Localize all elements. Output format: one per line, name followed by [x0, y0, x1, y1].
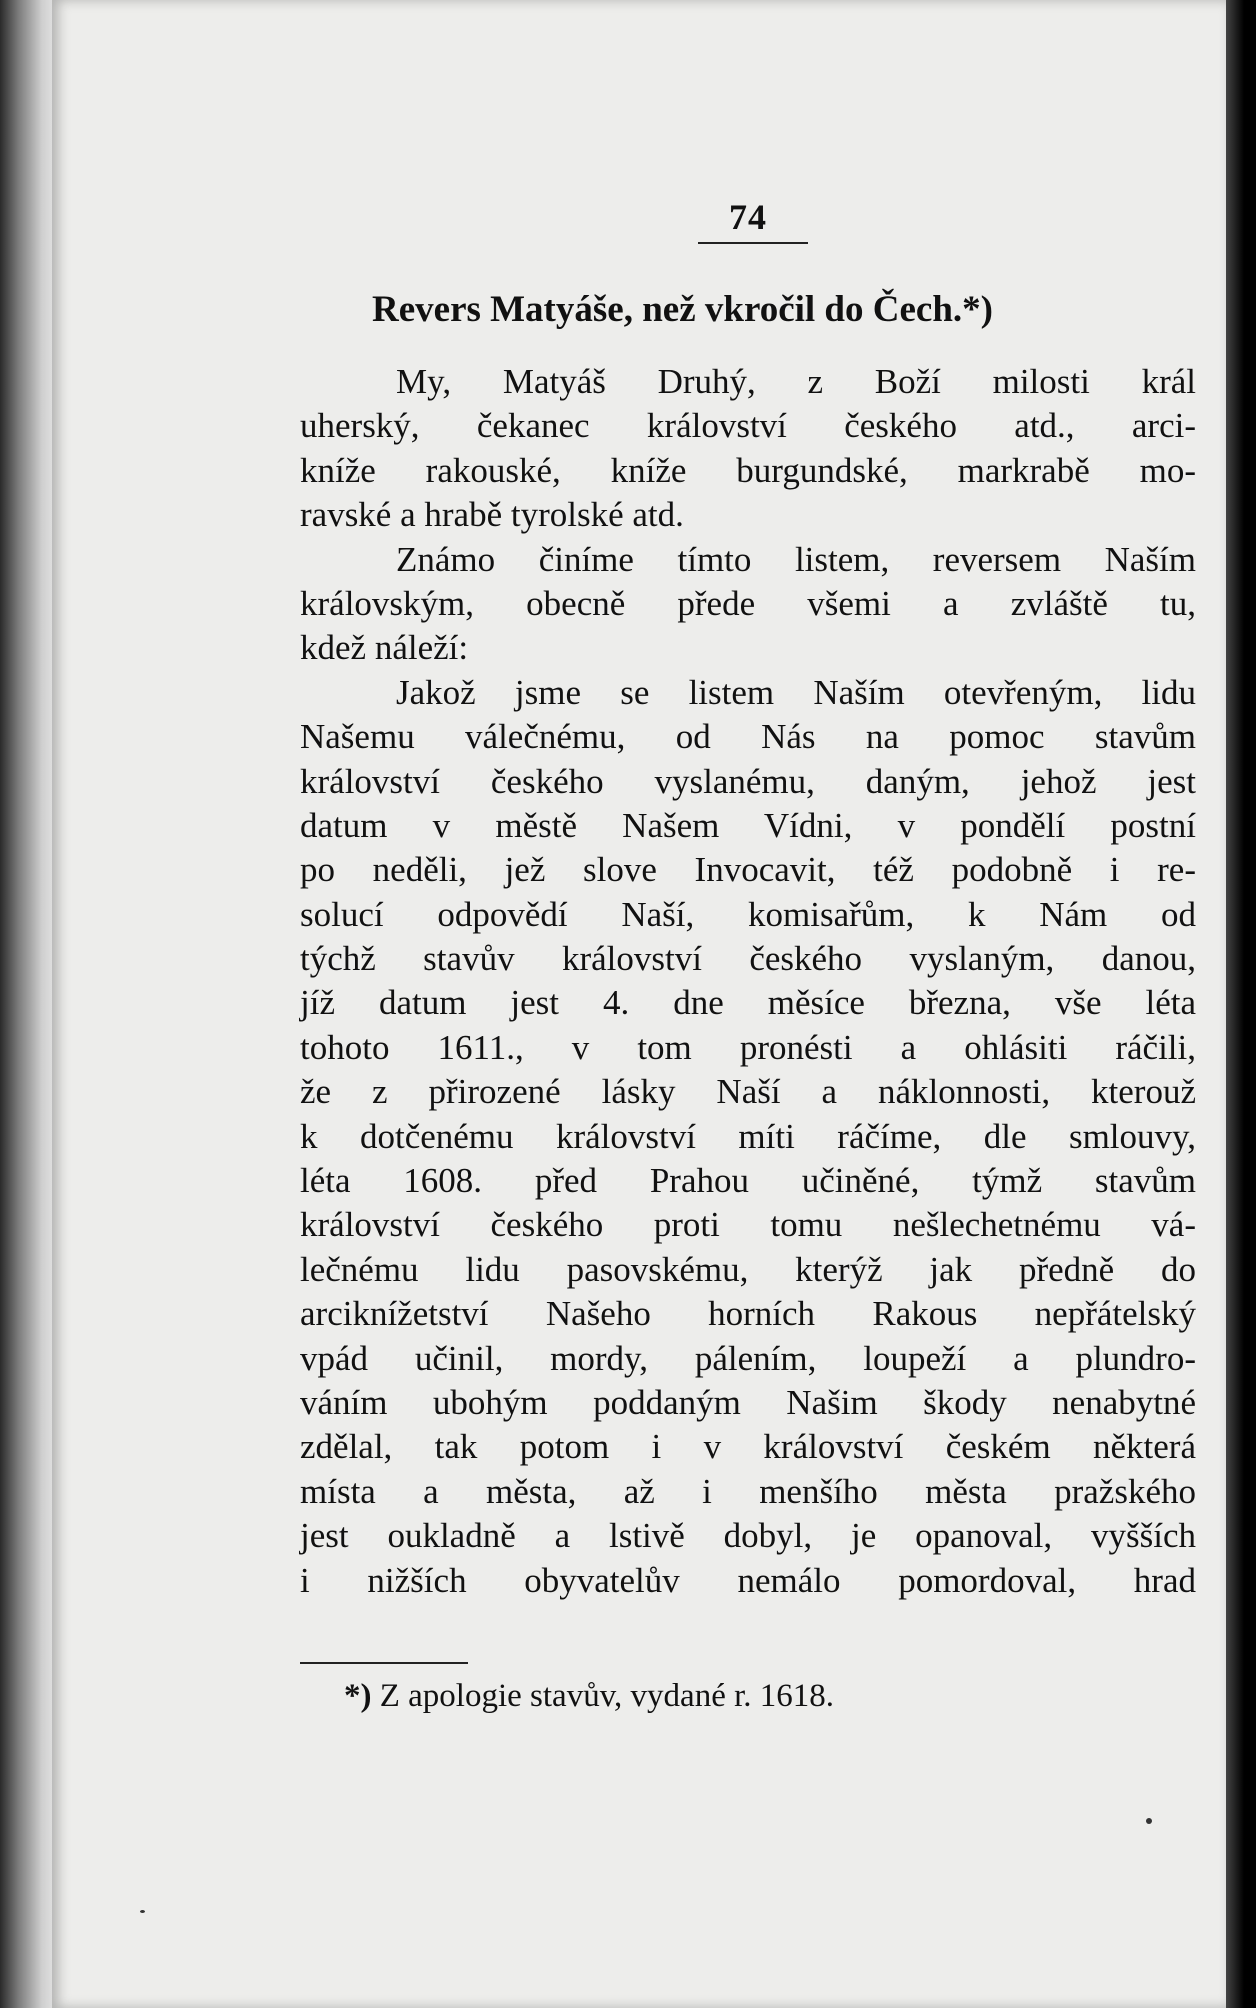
scan-left-edge: [0, 0, 60, 2008]
text-line: lečnému lidu pasovskému, kterýž jak předně do: [300, 1249, 1196, 1289]
text-line: léta 1608. před Prahou učiněné, týmž stavům: [300, 1161, 1196, 1201]
ink-speck: [1146, 1818, 1152, 1824]
text-line: váním ubohým poddaným Našim škody nenabytné: [300, 1382, 1196, 1422]
text-line: místa a města, až i menšího města pražského: [300, 1471, 1196, 1511]
text-line: jíž datum jest 4. dne měsíce března, vše léta: [300, 983, 1196, 1023]
page-number: 74: [729, 197, 767, 237]
text-line: arciknížetství Našeho horních Rakous nepřátelský: [300, 1294, 1196, 1334]
text-line: My, Matyáš Druhý, z Boží milosti král: [396, 362, 1196, 401]
text-line: i nižších obyvatelův nemálo pomordoval, hrad: [300, 1560, 1196, 1600]
text-line: kníže rakouské, kníže burgundské, markrabě mo-: [300, 450, 1196, 490]
text-line: ravské a hrabě tyrolské atd.: [300, 495, 684, 535]
text-line: království českého proti tomu nešlechetnému vá-: [300, 1205, 1196, 1245]
text-line: tohoto 1611., v tom pronésti a ohlásiti ráčili,: [300, 1027, 1196, 1067]
text-line: královským, obecně přede všemi a zvláště tu,: [300, 583, 1196, 623]
body-text: [300, 360, 1196, 1603]
page-number-rule: [698, 242, 808, 244]
text-line: že z přirozené lásky Naší a náklonnosti, kterouž: [300, 1072, 1196, 1112]
text-line: Jakož jsme se listem Naším otevřeným, lidu: [396, 672, 1196, 712]
text-line: k dotčenému království míti ráčíme, dle smlouvy,: [300, 1116, 1196, 1156]
text-line: Známo činíme tímto listem, reversem Naším: [396, 539, 1196, 579]
text-line: jest oukladně a lstivě dobyl, je opanoval, vyšších: [300, 1516, 1196, 1556]
scan-right-edge: [1226, 0, 1256, 2008]
footnote-text: Z apologie stavův, vydané r. 1618.: [379, 1678, 835, 1714]
text-line: uherský, čekanec království českého atd., arci-: [300, 406, 1196, 446]
text-line: kdež náleží:: [300, 628, 469, 668]
text-line: zdělal, tak potom i v království českém některá: [300, 1427, 1196, 1467]
text-line: Našemu válečnému, od Nás na pomoc stavům: [300, 717, 1196, 757]
text-line: solucí odpovědí Naší, komisařům, k Nám od: [300, 894, 1196, 934]
ink-speck: [140, 1910, 145, 1913]
text-line: království českého vyslanému, daným, jehož jest: [300, 761, 1196, 801]
text-line: datum v městě Našem Vídni, v pondělí postní: [300, 805, 1196, 845]
footnote-rule: [300, 1662, 468, 1664]
section-heading: Revers Matyáše, než vkročil do Čech.*): [372, 289, 993, 330]
book-page: [52, 0, 1226, 2008]
text-line: týchž stavův království českého vyslaným, danou,: [300, 939, 1196, 979]
text-line: vpád učinil, mordy, pálením, loupeží a plundro-: [300, 1338, 1196, 1378]
footnote: [344, 1678, 1196, 1715]
footnote-marker: *): [344, 1678, 372, 1714]
text-line: po neděli, jež slove Invocavit, též podobně i re-: [300, 850, 1196, 890]
